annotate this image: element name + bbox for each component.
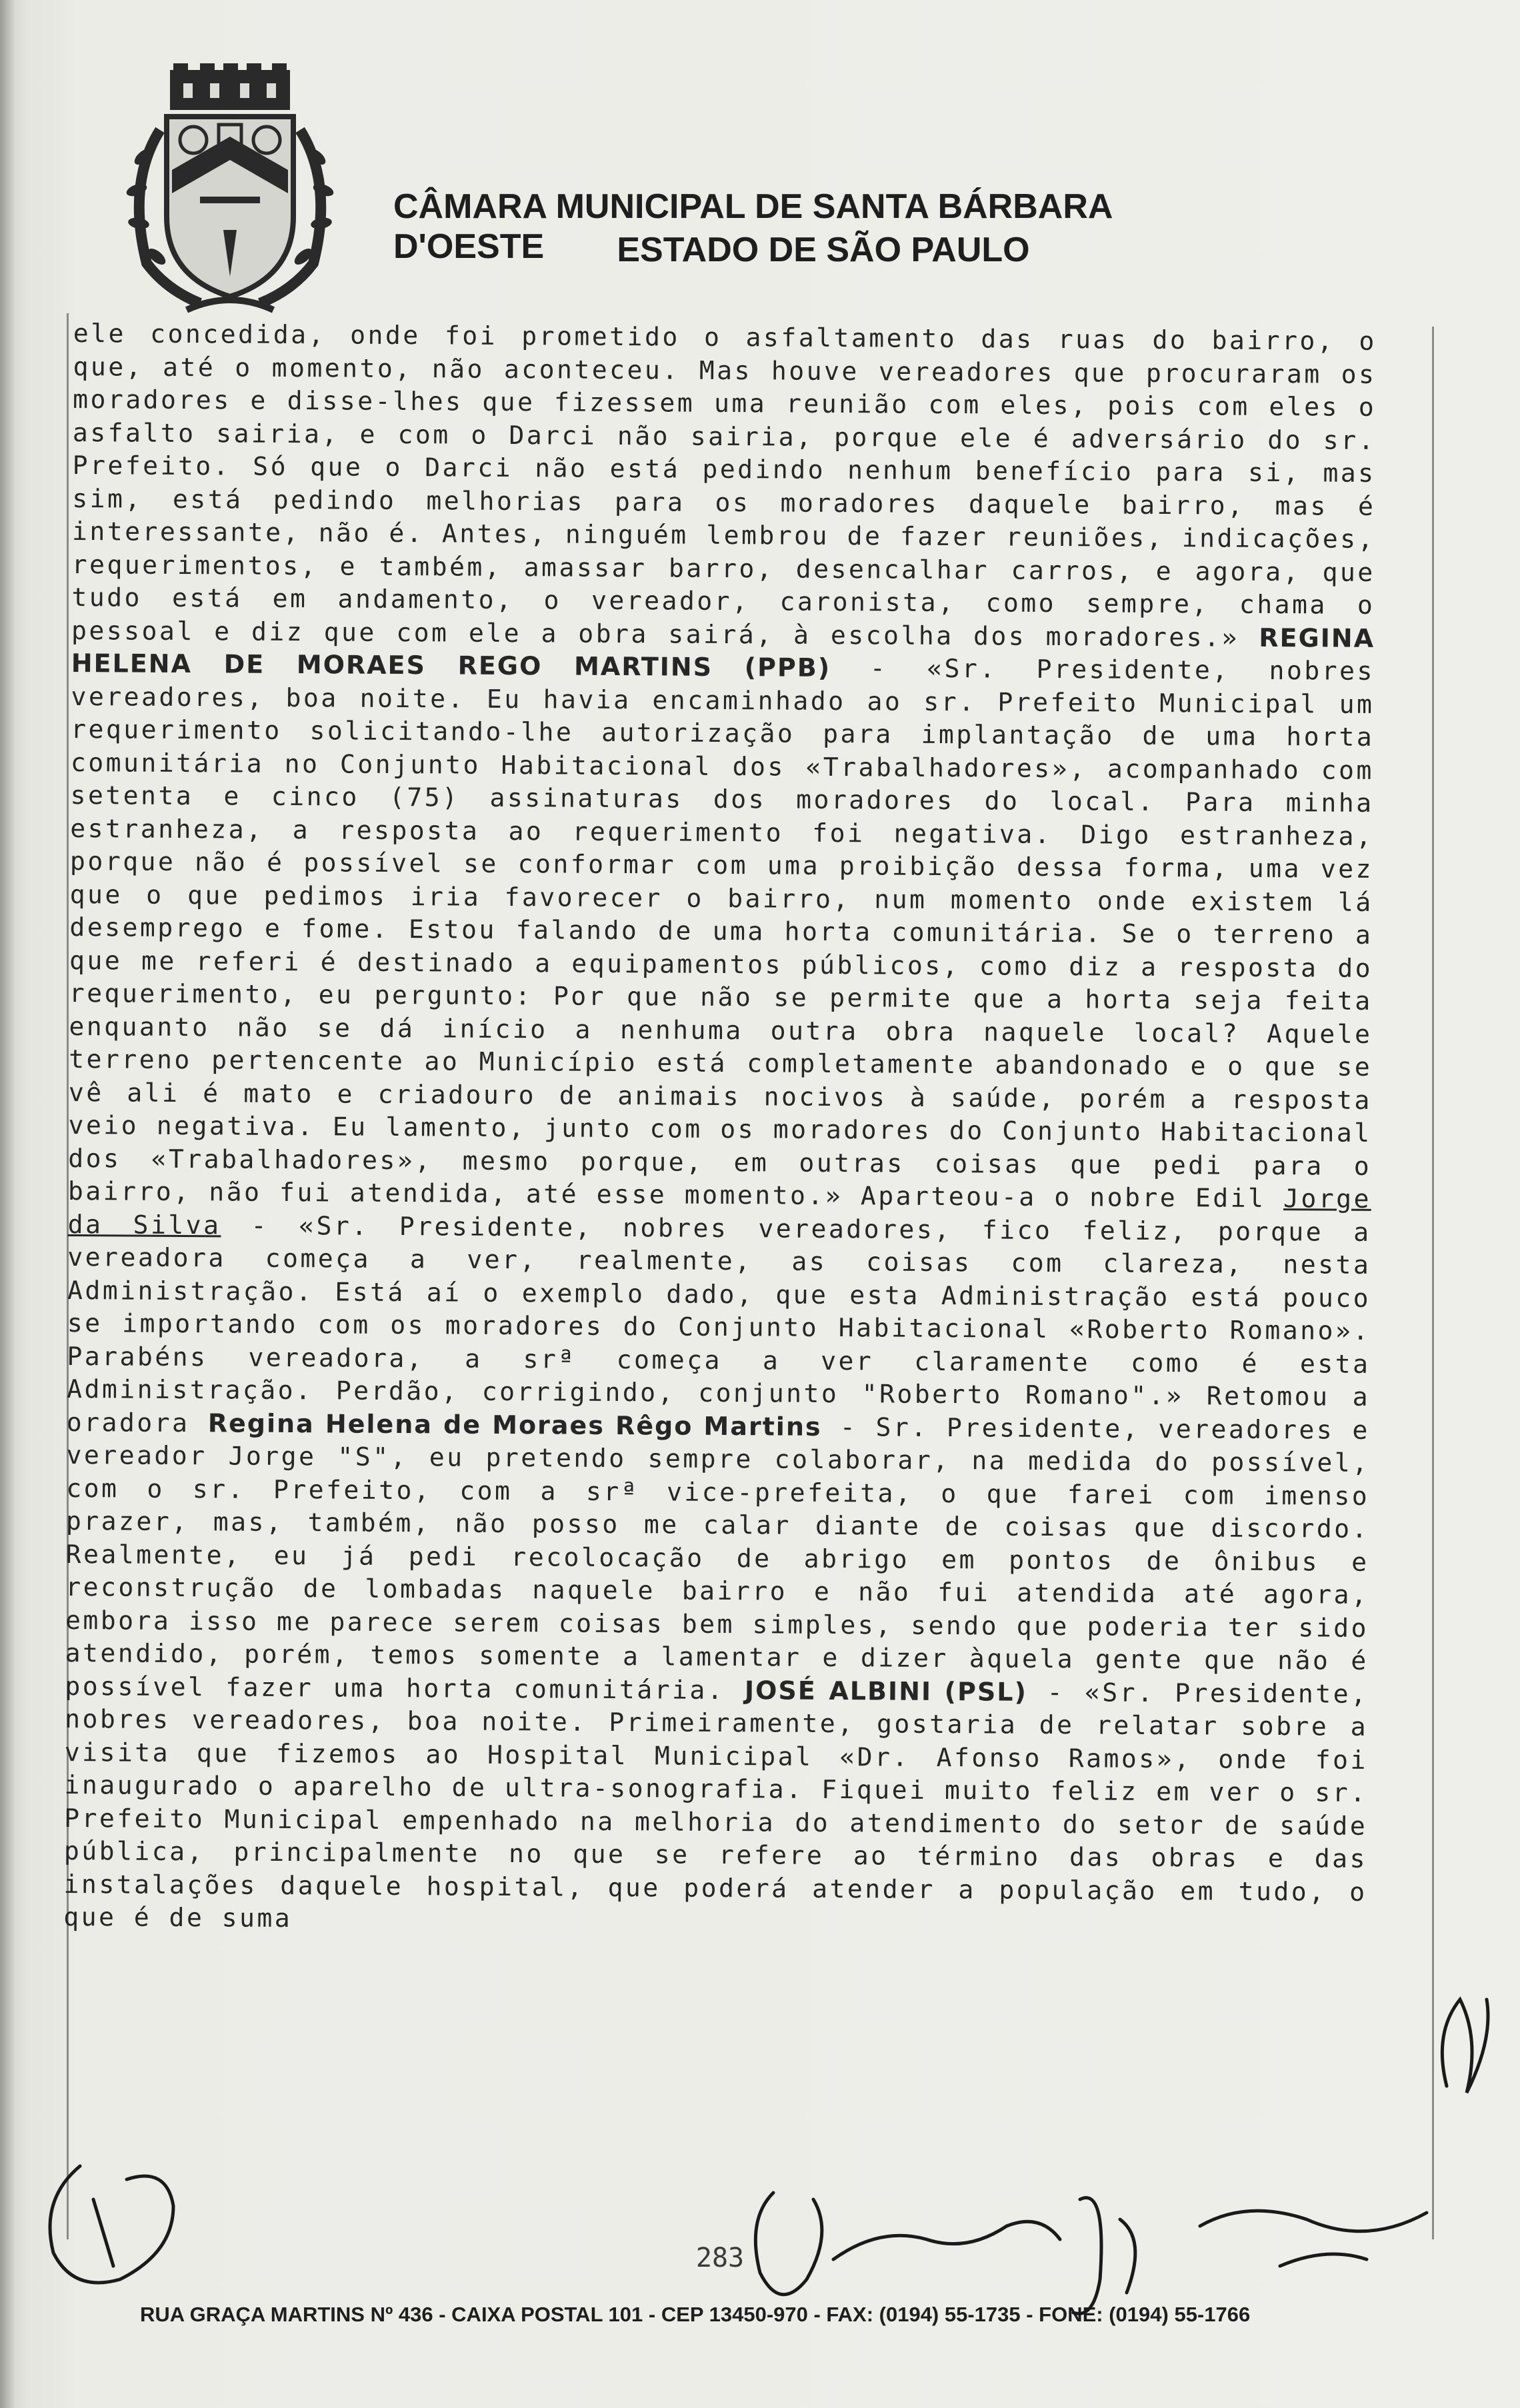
paragraph-text: - Sr. Presidente, vereadores e vereador Jorge "S", eu pretendo sempre colaborar, na medida do possível, com o sr. Prefeito, com a srª vice-prefeita, o que farei com imenso prazer, mas, também, não posso me calar diante de coisas que discordo. Realmente, eu já pedi recolocação de abrigo em pontos de ônibus e reconstrução de lombadas naquele bairro e não fui atendida até agora, embora isso me parece serem coisas bem simples, sendo que poderia ter sido atendido, porém, temos somente a lamentar e dizer àquela gente que não é possível fazer uma horta comunitária. — [65, 1412, 1370, 1705]
right-margin-rule — [1432, 327, 1434, 2239]
paragraph-text: - «Sr. Presidente, nobres vereadores, fico feliz, porque a vereadora começa a ver, realmente, as coisas com clareza, nesta Administração. Está aí o exemplo dado, que esta Administração está pouco se importando com os moradores do Conjunto Habitacional «Roberto Romano». Parabéns vereadora, a srª começa a ver claramente como é esta Administração. Perdão, corrigindo, conjunto "Roberto Romano".» Retomou a oradora — [66, 1210, 1371, 1438]
speaker-name: JOSÉ ALBINI (PSL) — [744, 1675, 1028, 1707]
minutes-body-text — [62, 317, 1377, 2205]
paragraph-text: ele concedida, onde foi prometido o asfaltamento das ruas do bairro, o que, até o momento, não aconteceu. Mas houve vereadores que procuraram os moradores e disse-lhes que fizessem uma reunião com eles, pois com eles o asfalto sairia, e com o Darci não sairia, porque ele é adversário do sr. Prefeito. Só que o Darci não está pedindo nenhum benefício para si, mas sim, está pedindo melhorias para os moradores daquele bairro, mas é interessante, não é. Antes, ninguém lembrou de fazer reuniões, indicações, requerimentos, e também, amassar barro, desencalhar carros, e agora, que tudo está em andamento, o vereador, caronista, como sempre, chama o pessoal e diz que com ele a obra sairá, à escolha dos moradores.» — [71, 318, 1377, 652]
speaker-name: REGINA HELENA DE MORAES REGO MARTINS (PPB) — [71, 622, 1375, 682]
footer-address: RUA GRAÇA MARTINS Nº 436 - CAIXA POSTAL 101 - CEP 13450-970 - FAX: (0194) 55-1735 - FONE: (0194) 55-1766 — [140, 2303, 1251, 2326]
aparte-name: Jorge da Silva — [67, 1184, 1372, 1240]
municipal-coat-of-arms — [120, 63, 340, 317]
paragraph-text: - «Sr. Presidente, nobres vereadores, boa noite. Eu havia encaminhado ao sr. Prefeito Municipal um requerimento solicitando-lhe autorização para implantação de uma horta comunitária no Conjunto Habitacional dos «Trabalhadores», acompanhado com setenta e cinco (75) assinaturas dos moradores do local. Para minha estranheza, a resposta ao requerimento foi negativa. Digo estranheza, porque não é possível se conformar com uma proibição dessa forma, uma vez que o que pedimos iria favorecer o bairro, num momento onde existem lá desemprego e fome. Estou falando de uma horta comunitária. Se o terreno a que me referi é destinado a equipamentos públicos, como diz a resposta do requerimento, eu pergunto: Por que não se permite que a horta seja feita enquanto não se dá início a nenhuma outra obra naquele local? Aquele terreno pertencente ao Município está completamente abandonado e o que se vê ali é mato e criadouro de animais nocivos à saúde, porém a resposta veio negativa. Eu lamento, junto com os moradores do Conjunto Habitacional dos «Trabalhadores», mesmo porque, em outras coisas que pedi para o bairro, não fui atendida, até esse momento.» Aparteou-a o nobre Edil — [67, 652, 1375, 1214]
page-edge-shadow — [0, 0, 15, 2408]
speaker-name: Regina Helena de Moraes Rêgo Martins — [207, 1408, 822, 1442]
institution-name: CÂMARA MUNICIPAL DE SANTA BÁRBARA D'OESTE — [393, 187, 1112, 266]
page-number: 283 — [695, 2243, 745, 2273]
state-name: ESTADO DE SÃO PAULO — [617, 231, 1030, 269]
paragraph-text: - «Sr. Presidente, nobres vereadores, boa noite. Primeiramente, gostaria de relatar sobre a visita que fizemos ao Hospital Municipal «Dr. Afonso Ramos», onde foi inaugurado o aparelho de ultra-sonografia. Fiquei muito feliz em ver o sr. Prefeito Municipal empenhado na melhoria do atendimento do setor de saúde pública, principalmente no que se refere ao término das obras e das instalações daquele hospital, que poderá atender a população em tudo, o que é de suma — [63, 1677, 1369, 1933]
